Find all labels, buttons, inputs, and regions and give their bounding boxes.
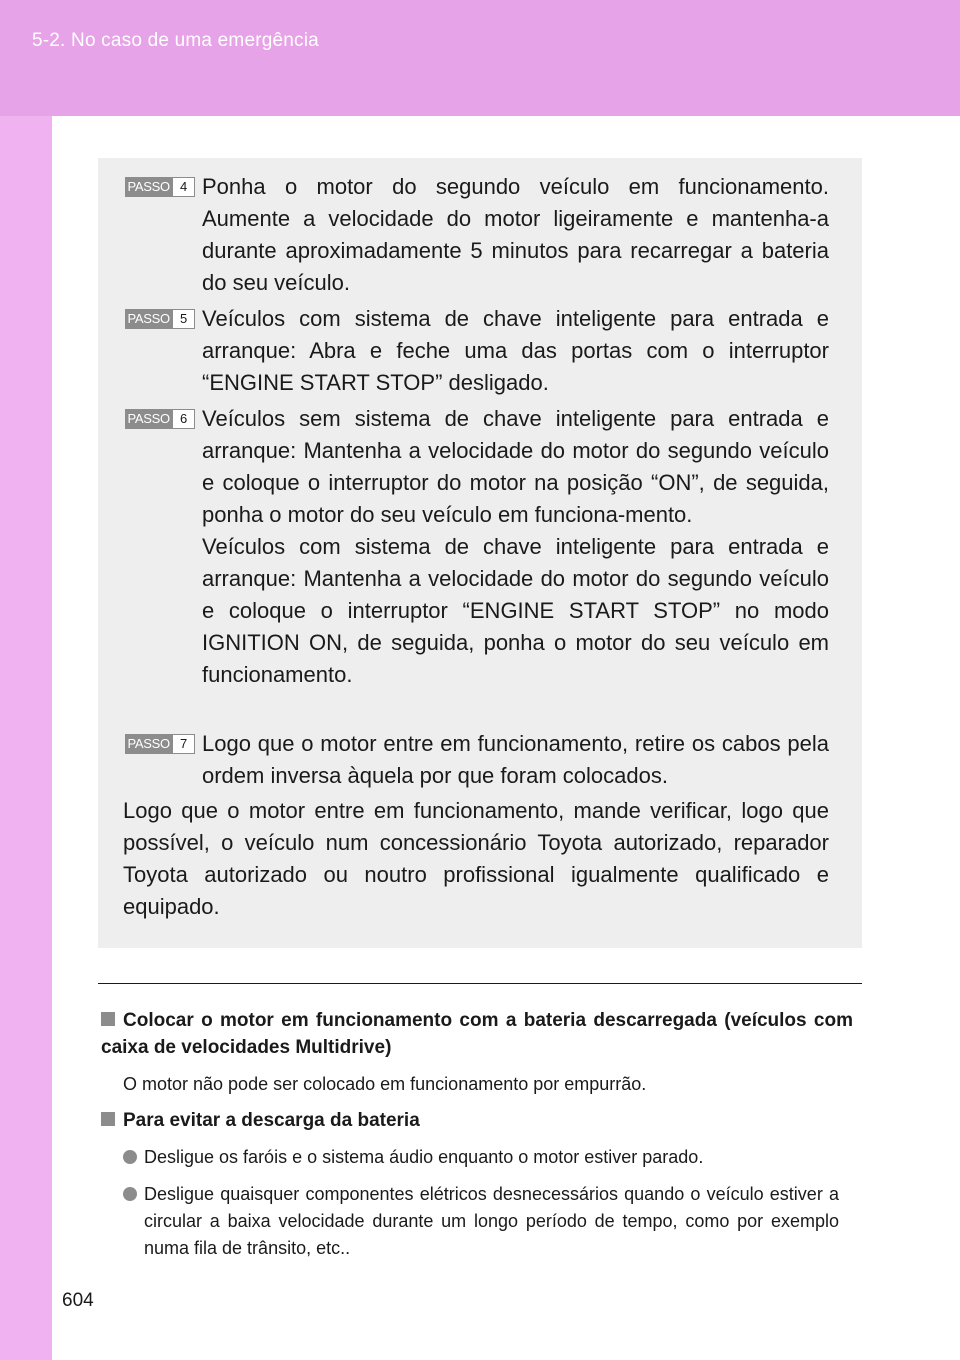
step-badge-number: 6 [172, 409, 195, 429]
page-number: 604 [62, 1290, 94, 1311]
step-7 [125, 728, 829, 792]
step-badge-number: 5 [172, 309, 195, 329]
step-badge-label: PASSO [125, 734, 172, 754]
section-title: 5-2. No caso de uma emergência [32, 30, 319, 51]
note-heading-text: Colocar o motor em funcionamento com a bateria descarregada (veículos com caixa de velocidades Multidrive) [101, 1010, 853, 1058]
note-body: O motor não pode ser colocado em funcionamento por empurrão. [123, 1074, 647, 1094]
step-paragraph: Ponha o motor do segundo veículo em funcionamento. Aumente a velocidade do motor ligeiramente e mantenha-a durante aproximadamente 5 minutos para recarregar a bateria do seu veículo. [202, 174, 829, 295]
circle-bullet-icon [123, 1187, 137, 1201]
bullet-text: Desligue quaisquer componentes elétricos desnecessários quando o veículo estiver a circular a baixa velocidade durante um longo período de tempo, como por exemplo numa fila de trânsito, etc.. [144, 1184, 839, 1258]
step-paragraph: Veículos com sistema de chave inteligente para entrada e arranque: Abra e feche uma das portas com o interruptor “ENGINE START STOP” desligado. [202, 306, 829, 395]
note-heading-text: Para evitar a descarga da bateria [123, 1110, 420, 1131]
step-paragraph: Veículos com sistema de chave inteligente para entrada e arranque: Mantenha a velocidade do motor do segundo veículo e coloque o interruptor “ENGINE START STOP” no modo IGNITION ON, de seguida, ponha o motor do seu veículo em funcionamento. [202, 534, 829, 687]
step-badge [125, 734, 195, 754]
step-6 [125, 403, 829, 691]
step-badge-number: 7 [172, 734, 195, 754]
note-heading [101, 1007, 853, 1061]
bullet-item [123, 1144, 839, 1171]
bullet-text: Desligue os faróis e o sistema áudio enquanto o motor estiver parado. [144, 1147, 704, 1167]
step-badge [125, 309, 195, 329]
closing-paragraph: Logo que o motor entre em funcionamento, mande verificar, logo que possível, o veículo num concessionário Toyota autorizado, reparador Toyota autorizado ou noutro profissional igualmente qualificado e equipado. [123, 798, 829, 919]
step-paragraph: Veículos sem sistema de chave inteligente para entrada e arranque: Mantenha a velocidade do motor do segundo veículo e coloque o interruptor do motor na posição “ON”, de seguida, ponha o motor do seu veículo em funciona-mento. [202, 406, 829, 527]
divider [98, 983, 862, 984]
bullet-item [123, 1181, 839, 1262]
side-band [0, 116, 52, 1360]
step-badge [125, 409, 195, 429]
step-badge-label: PASSO [125, 177, 172, 197]
square-bullet-icon [101, 1012, 115, 1026]
step-badge-label: PASSO [125, 309, 172, 329]
step-paragraph: Logo que o motor entre em funcionamento, retire os cabos pela ordem inversa àquela por que foram colocados. [202, 731, 829, 788]
step-badge [125, 177, 195, 197]
square-bullet-icon [101, 1112, 115, 1126]
header-band [0, 0, 960, 116]
note-heading [101, 1107, 853, 1134]
circle-bullet-icon [123, 1150, 137, 1164]
step-4 [125, 171, 829, 299]
step-5 [125, 303, 829, 399]
step-badge-label: PASSO [125, 409, 172, 429]
step-badge-number: 4 [172, 177, 195, 197]
